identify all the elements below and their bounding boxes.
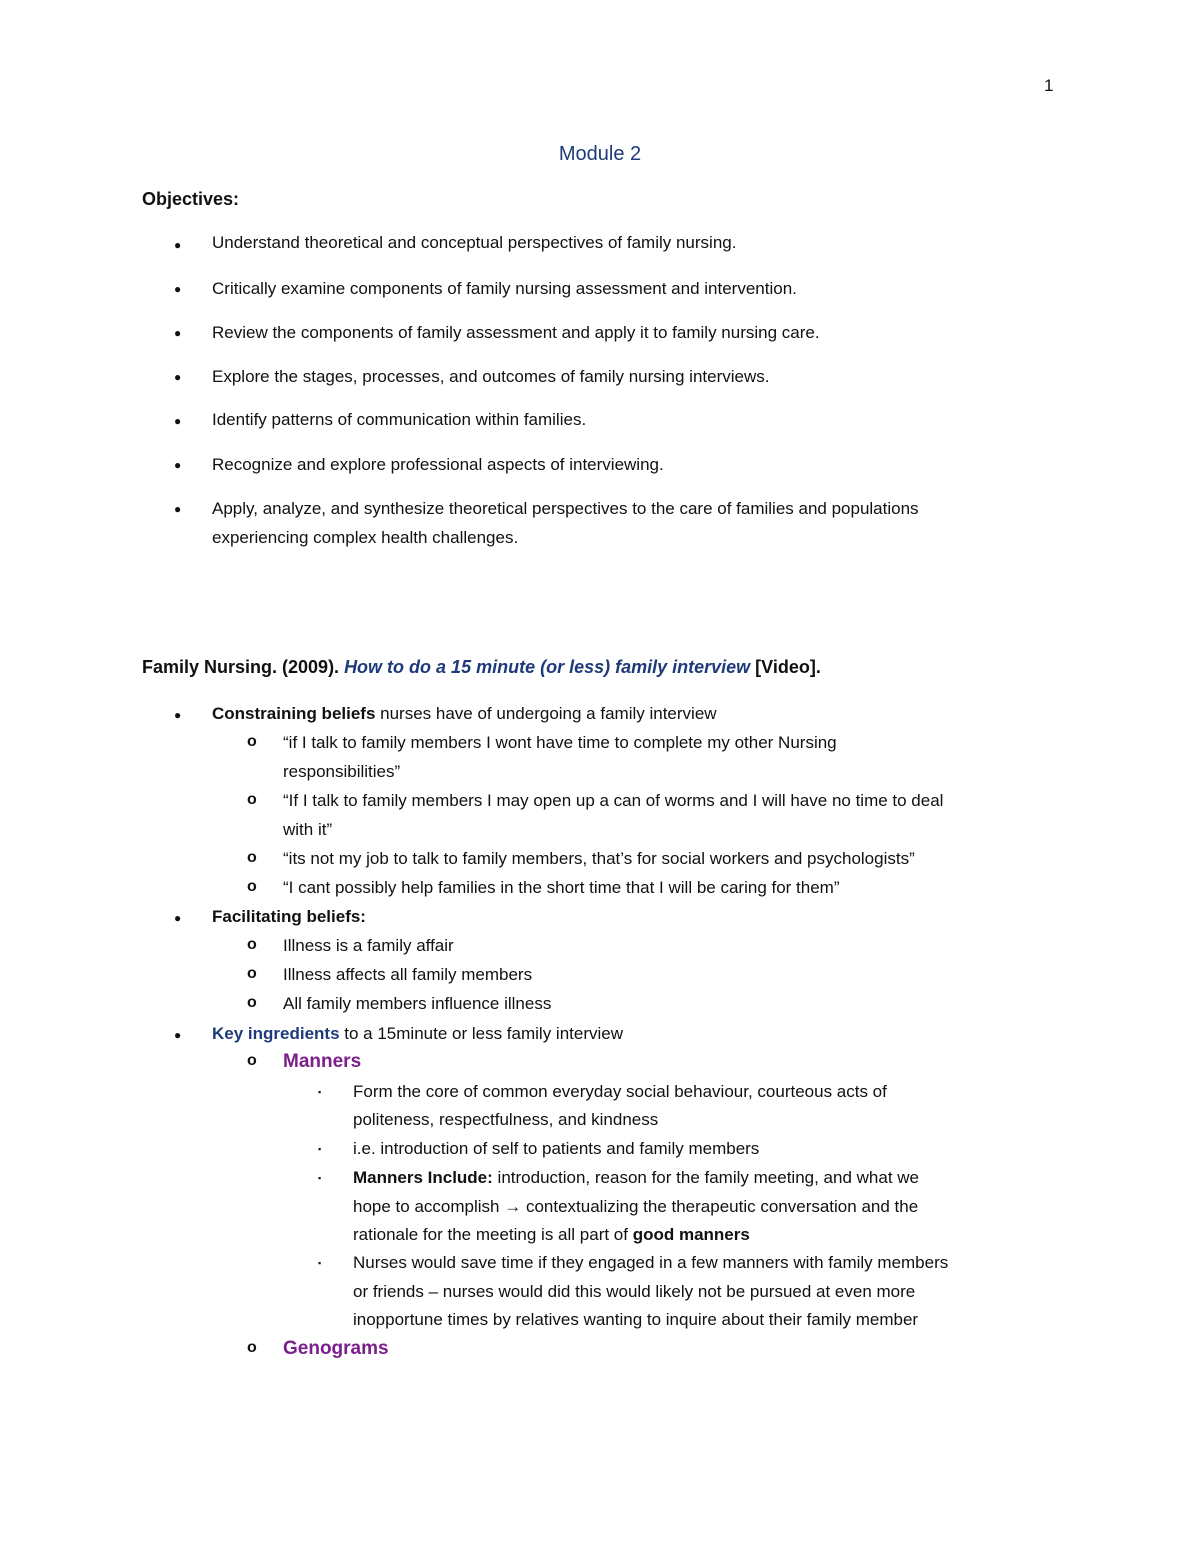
constraining-quote: “If I talk to family members I may open up a can of worms and I will have no time to deal [283,791,944,810]
manners-heading: Manners [283,1051,362,1072]
circle-bullet-icon: o [247,994,257,1011]
constraining-quote-continued: with it” [283,820,333,839]
square-bullet-icon: ▪ [318,1087,322,1097]
square-bullet-icon: ▪ [318,1173,322,1183]
manners-item: Form the core of common everyday social behaviour, courteous acts of [353,1082,887,1101]
manners-include-continued [353,1192,918,1221]
manners-item-continued: inopportune times by relatives wanting to inquire about their family member [353,1310,919,1329]
bullet-icon: ● [174,414,182,428]
circle-bullet-icon: o [247,1339,257,1356]
reference-suffix: [Video]. [750,657,821,677]
square-bullet-icon: ▪ [318,1144,322,1154]
constraining-quote-continued: responsibilities” [283,762,401,781]
reference-heading [142,657,821,678]
bullet-icon: ● [174,282,182,296]
manners-include-label: Manners Include: [353,1168,493,1187]
page-title: Module 2 [558,143,642,165]
bullet-icon: ● [174,326,182,340]
circle-bullet-icon: o [247,936,257,953]
manners-item-continued: politeness, respectfulness, and kindness [353,1110,659,1129]
circle-bullet-icon: o [247,791,257,808]
manners-include-text: contextualizing the therapeutic conversation and the [525,1197,919,1216]
bullet-icon: ● [174,502,182,516]
objective-item: Critically examine components of family nursing assessment and intervention. [212,279,797,298]
objective-item-continued: experiencing complex health challenges. [212,528,519,547]
manners-include-text: introduction, reason for the family meeting, and what we [497,1168,919,1187]
key-ingredients-label: Key ingredients [212,1024,340,1043]
facilitating-item: Illness affects all family members [283,965,533,984]
constraining-quote: “I cant possibly help families in the short time that I will be caring for them” [283,878,840,897]
circle-bullet-icon: o [247,878,257,895]
bullet-icon: ● [174,370,182,384]
bullet-icon: ● [174,911,182,925]
manners-item-continued: or friends – nurses would did this would likely not be pursued at even more [353,1282,916,1301]
manners-include [353,1163,919,1192]
constraining-rest: nurses have of undergoing a family interview [375,704,717,723]
page-number: 1 [1044,76,1054,95]
bullet-icon: ● [174,708,182,722]
manners-include-continued [353,1220,750,1249]
objective-item: Apply, analyze, and synthesize theoretical perspectives to the care of families and populations [212,499,919,518]
constraining-beliefs [212,699,717,728]
facilitating-item: All family members influence illness [283,994,552,1013]
objective-item: Review the components of family assessment and apply it to family nursing care. [212,323,820,342]
objective-item: Recognize and explore professional aspects of interviewing. [212,455,664,474]
manners-item: i.e. introduction of self to patients and family members [353,1139,760,1158]
facilitating-label: Facilitating beliefs: [212,907,366,926]
video-title[interactable]: How to do a 15 minute (or less) family interview [344,657,751,677]
objective-item: Explore the stages, processes, and outcomes of family nursing interviews. [212,367,770,386]
circle-bullet-icon: o [247,1052,257,1069]
objectives-heading: Objectives: [142,189,240,209]
objective-item: Understand theoretical and conceptual perspectives of family nursing. [212,233,737,252]
genograms-heading: Genograms [283,1338,389,1359]
reference-prefix: Family Nursing. (2009). [142,657,345,677]
circle-bullet-icon: o [247,849,257,866]
circle-bullet-icon: o [247,733,257,750]
constraining-label: Constraining beliefs [212,704,376,723]
arrow-icon: → [504,1197,522,1216]
bullet-icon: ● [174,458,182,472]
manners-include-text: hope to accomplish [353,1197,500,1216]
facilitating-item: Illness is a family affair [283,936,454,955]
circle-bullet-icon: o [247,965,257,982]
constraining-quote: “if I talk to family members I wont have time to complete my other Nursing [283,733,837,752]
good-manners: good manners [632,1225,750,1244]
key-ingredients-rest: to a 15minute or less family interview [339,1024,623,1043]
key-ingredients [212,1019,623,1048]
objective-item: Identify patterns of communication within families. [212,410,587,429]
manners-item: Nurses would save time if they engaged in a few manners with family members [353,1253,949,1272]
bullet-icon: ● [174,1028,182,1042]
square-bullet-icon: ▪ [318,1258,322,1268]
bullet-icon: ● [174,238,182,252]
constraining-quote: “its not my job to talk to family members, that’s for social workers and psychologists” [283,849,915,868]
manners-include-text: rationale for the meeting is all part of [353,1225,633,1244]
